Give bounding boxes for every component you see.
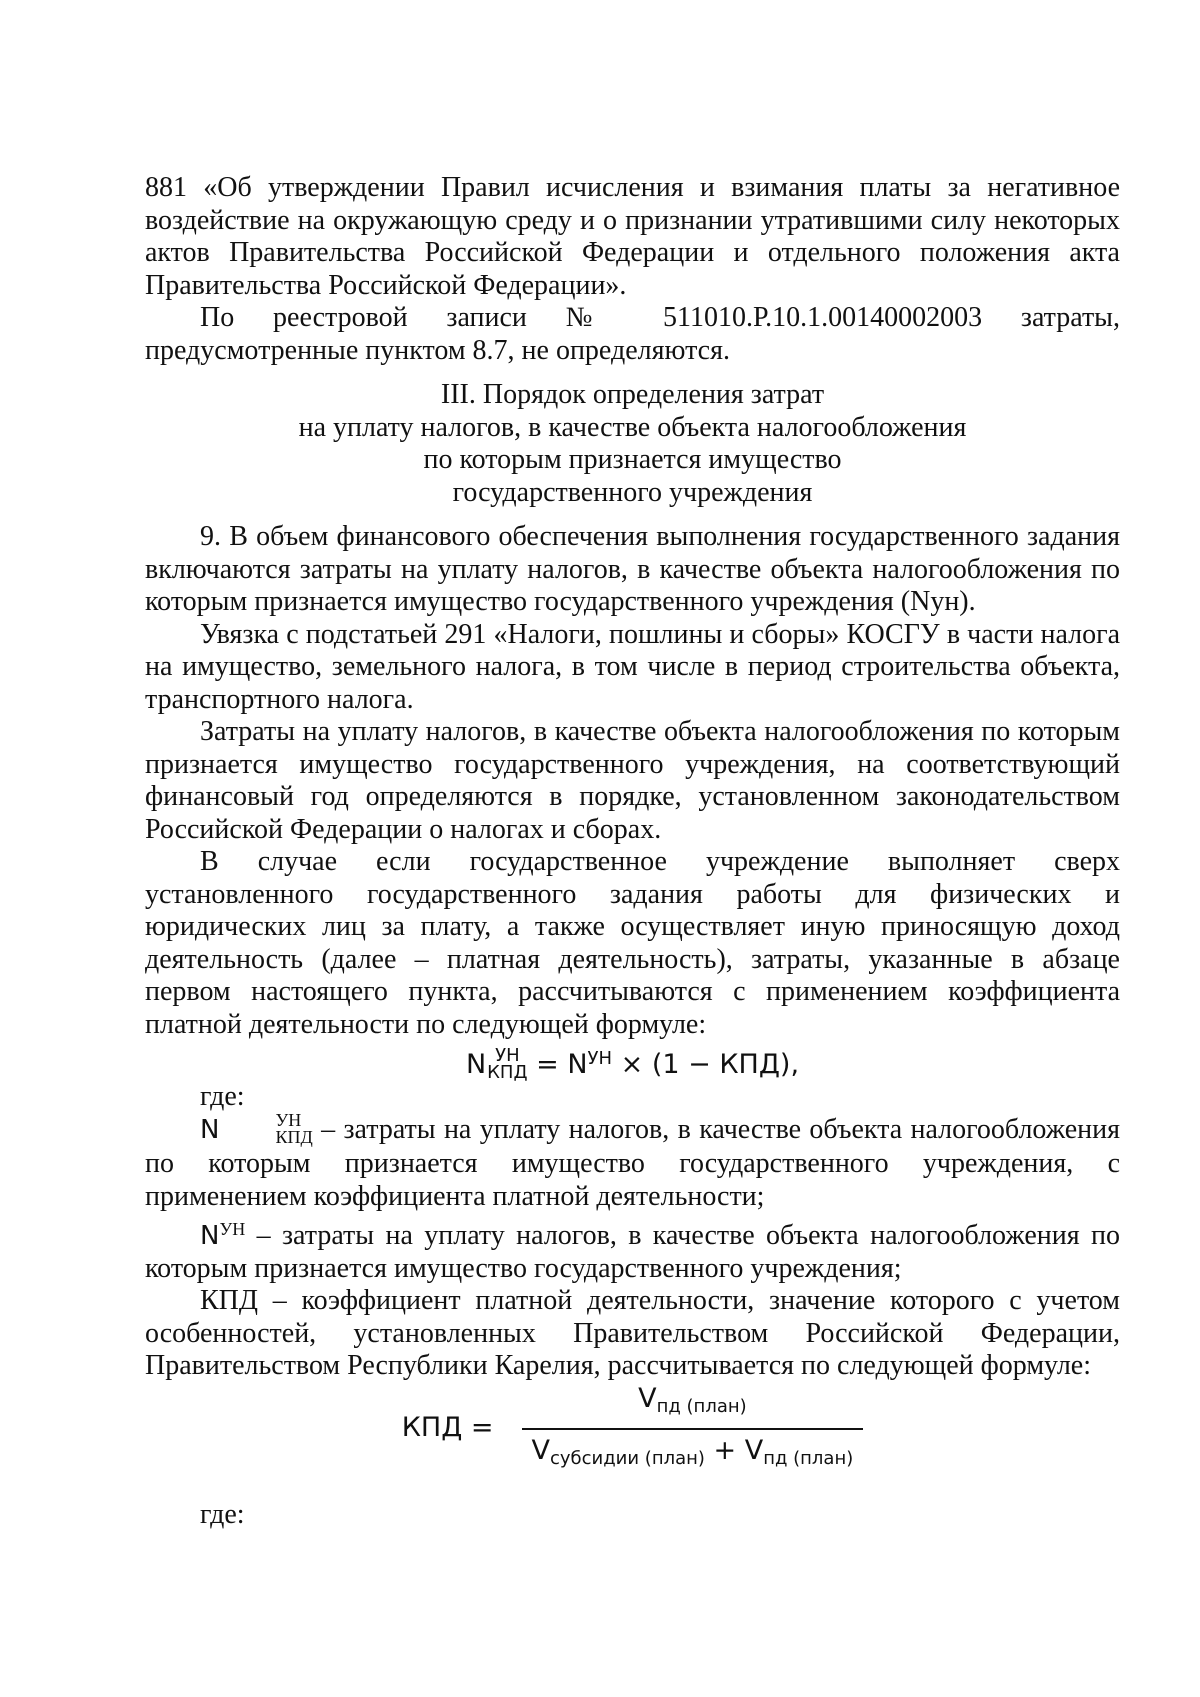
formula2-den-base1: V (531, 1434, 550, 1466)
heading-line-4: государственного учреждения (452, 476, 813, 508)
paragraph-tax-costs: Затраты на уплату налогов, в качестве объекта налогообложения по которым признается имущество государственного учреждения, на соответствующий финансовый год определяются в порядке, установленном законодательством Российской Федерации о налогах и сборах. (145, 716, 1120, 845)
where-label-2: где: (200, 1498, 245, 1530)
paragraph-item-9: 9. В объем финансового обеспечения выполнения государственного задания включаются затраты на уплату налогов, в качестве объекта налогообложения по которым признается имущество государственного учреждения (Nун). (145, 521, 1120, 617)
formula1-rhs-base: N (567, 1049, 588, 1080)
paragraph-kosgu-link: Увязка с подстатьей 291 «Налоги, пошлины и сборы» КОСГУ в части налога на имущество, земельного налога, в том числе в период строительства объекта, транспортного налога. (145, 618, 1120, 715)
formula1-lhs-sub: КПД (487, 1061, 528, 1083)
formula2-fraction (522, 1382, 864, 1476)
heading-line-1: III. Порядок определения затрат (440, 379, 825, 410)
formula2-num-base: V (638, 1382, 657, 1414)
paragraph-continuation: 881 «Об утверждении Правил исчисления и взимания платы за негативное воздействие на окружающую среду и о признании утратившими силу некоторых актов Правительства Российской Федерации и отдельного положения акта Правительства Российской Федерации». (145, 172, 1120, 301)
formula1-equals: = (527, 1049, 568, 1080)
formula1-rhs-rest: × (1 − КПД), (612, 1049, 800, 1080)
def1-symbol-sub: КПД (275, 1127, 313, 1148)
document-page (145, 172, 1120, 1531)
formula-kpd (145, 1382, 1120, 1469)
paragraph-registry-note: По реестровой записи № 511010.Р.10.1.00140002003 затраты, предусмотренные пунктом 8.7, не определяются. (145, 302, 1120, 366)
formula-n-kpd (145, 1041, 1120, 1083)
formula2-den-plus: + (704, 1434, 745, 1466)
formula2-numerator (628, 1382, 757, 1428)
definition-n-kpd (145, 1110, 1120, 1214)
formula1-lhs-sup: УН (495, 1044, 520, 1066)
formula2-denominator (522, 1430, 864, 1476)
formula2-den-sub2: пд (план) (763, 1447, 854, 1469)
heading-line-3: по которым признается имущество (423, 444, 842, 475)
formula2-num-sub: пд (план) (656, 1395, 747, 1417)
def1-symbol-indices (220, 1112, 312, 1146)
definition-n-un (145, 1213, 1120, 1285)
formula2-den-sub1: субсидии (план) (549, 1447, 705, 1469)
def2-symbol-base: N (200, 1221, 220, 1252)
formula1-lhs-base: N (465, 1049, 487, 1080)
formula2-lhs: КПД = (401, 1412, 494, 1444)
paragraph-paid-activity: В случае если государственное учреждение выполняет сверх установленного государственного задания работы для физических и юридических лиц за плату, а также осуществляет иную приносящую доход деятельность (далее – платная деятельность), затраты, указанные в абзаце первом настоящего пункта, рассчитываются с применением коэффициента платной деятельности по следующей формуле: (145, 846, 1120, 1040)
where-label-1: где: (200, 1081, 245, 1112)
def1-symbol-base: N (200, 1114, 220, 1145)
def1-text: – затраты на уплату налогов, в качестве объекта налогообложения по которым признается имущество государственного учреждения, с применением коэффициента платной деятельности; (145, 1113, 1120, 1212)
def1-symbol-sup: УН (275, 1110, 302, 1131)
formula2-den-base2: V (744, 1434, 764, 1466)
def2-symbol-sup: УН (219, 1219, 246, 1240)
formula1-rhs-sup: УН (587, 1048, 613, 1069)
formula1-lhs-indices (487, 1044, 528, 1083)
definition-kpd: КПД – коэффициент платной деятельности, значение которого с учетом особенностей, установленных Правительством Российской Федерации, Правительством Республики Карелия, рассчитывается по следующей формуле: (145, 1285, 1120, 1382)
def2-text: – затраты на уплату налогов, в качестве объекта налогообложения по которым признается имущество государственного учреждения; (145, 1220, 1120, 1284)
heading-line-2: на уплату налогов, в качестве объекта налогообложения (298, 411, 967, 443)
section-heading (145, 379, 1120, 509)
